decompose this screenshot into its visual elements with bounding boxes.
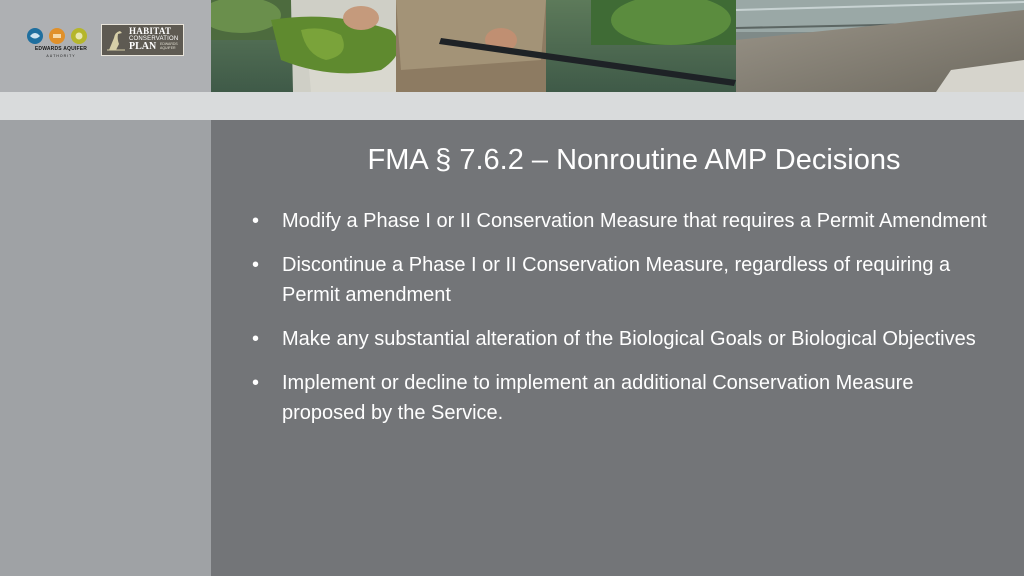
slide-title: FMA § 7.6.2 – Nonroutine AMP Decisions bbox=[367, 144, 901, 176]
bullet-text: Implement or decline to implement an additional Conservation Measure proposed by the Service. bbox=[282, 372, 914, 424]
eaa-logo-icon bbox=[26, 26, 96, 46]
habitat-conservation-plan-logo bbox=[101, 24, 184, 56]
bullet-item bbox=[252, 250, 992, 310]
bullet-marker: • bbox=[252, 210, 260, 232]
bullet-marker: • bbox=[252, 328, 260, 350]
left-side-panel bbox=[0, 120, 211, 576]
header-photo bbox=[211, 0, 1024, 92]
bullet-item bbox=[252, 324, 992, 354]
edwards-aquifer-authority-logo bbox=[26, 26, 96, 60]
eaa-logo-subname: AUTHORITY bbox=[46, 54, 76, 58]
logo-area bbox=[0, 0, 211, 92]
eaa-logo-name: EDWARDS AQUIFER bbox=[34, 46, 88, 52]
hcp-logo-line2: CONSERVATION bbox=[129, 36, 179, 42]
bullet-marker: • bbox=[252, 372, 260, 394]
heron-icon bbox=[105, 28, 127, 52]
bullet-marker: • bbox=[252, 254, 260, 276]
slide-header bbox=[0, 0, 1024, 92]
hcp-logo-line4: EDWARDS AQUIFER bbox=[160, 42, 178, 50]
bullet-item bbox=[252, 206, 992, 236]
bullet-text: Make any substantial alteration of the Biological Goals or Biological Objectives bbox=[282, 328, 976, 350]
header-divider-band bbox=[0, 92, 1024, 120]
bullet-list bbox=[252, 206, 992, 442]
hcp-logo-line1: HABITAT bbox=[129, 26, 172, 36]
slide-content bbox=[211, 120, 1024, 576]
bullet-text: Modify a Phase I or II Conservation Measure that requires a Permit Amendment bbox=[282, 210, 987, 232]
hcp-logo-line3: PLAN bbox=[129, 41, 157, 52]
bullet-text: Discontinue a Phase I or II Conservation Measure, regardless of requiring a Permit amendment bbox=[282, 254, 951, 306]
bullet-item bbox=[252, 368, 992, 428]
